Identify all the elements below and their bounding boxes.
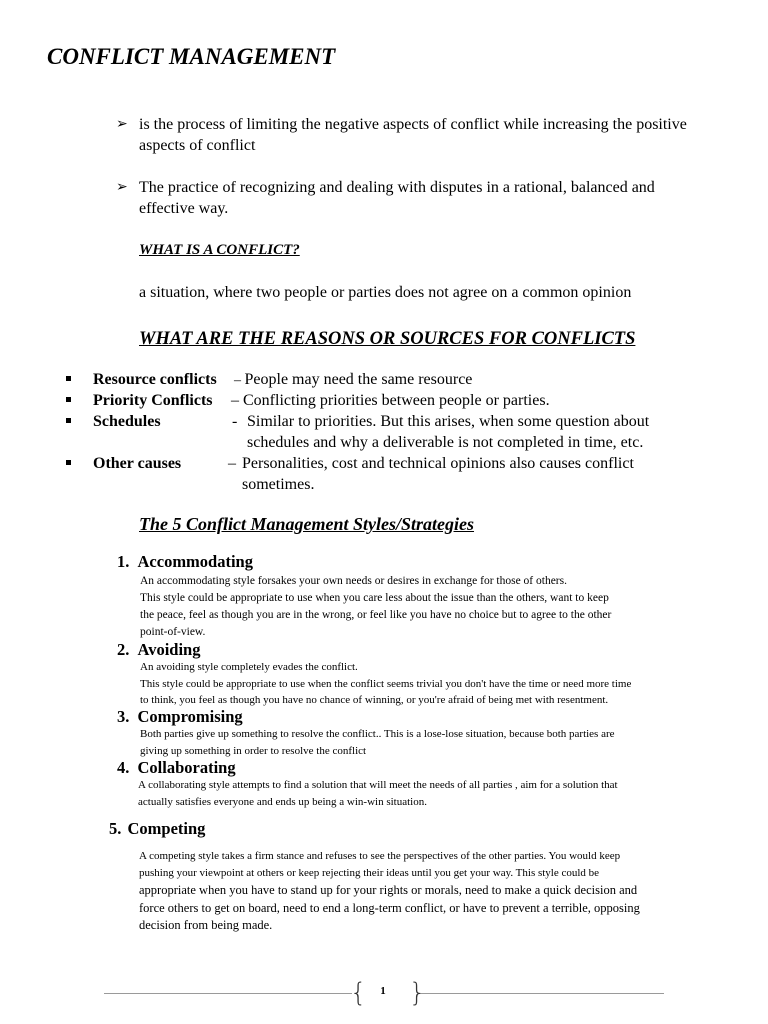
left-brace-icon: { — [350, 978, 367, 1008]
description-line: appropriate when you have to stand up for your rights or morals, need to make a quick decision and — [139, 883, 638, 897]
description-line: This style could be appropriate to use when you care less about the issue than the others, want to keep — [140, 592, 609, 604]
definition-text: is the process of limiting the negative aspects of conflict while increasing the positive aspects of conflict — [139, 116, 687, 154]
footer-rule-right — [418, 993, 664, 994]
style-number: 1. — [117, 552, 130, 571]
style-heading-compromising — [117, 707, 243, 727]
style-heading-collaborating — [117, 758, 236, 778]
reasons-heading: WHAT ARE THE REASONS OR SOURCES FOR CONFLICTS — [139, 329, 636, 349]
reason-separator: – — [231, 392, 243, 409]
style-heading-competing — [109, 819, 205, 839]
reason-term: Other causes — [93, 455, 182, 472]
page-title: CONFLICT MANAGEMENT — [47, 44, 336, 69]
reason-description-cont: sometimes. — [242, 476, 315, 493]
description-line: giving up something in order to resolve the conflict — [140, 744, 367, 757]
description-line: force others to get on board, need to end a long-term conflict, or have to prevent a terrible, opposing — [139, 900, 640, 915]
what-is-conflict-heading: WHAT IS A CONFLICT? — [139, 242, 300, 258]
arrow-bullet-icon: ➢ — [116, 117, 128, 132]
styles-heading: The 5 Conflict Management Styles/Strategies — [139, 514, 475, 534]
style-name: Compromising — [137, 707, 243, 726]
reason-separator: - — [232, 413, 238, 430]
page-number: 1 — [380, 985, 386, 997]
reason-description: Conflicting priorities between people or parties. — [243, 392, 550, 409]
reason-term: Priority Conflicts — [93, 392, 213, 409]
description-line: An accommodating style forsakes your own needs or desires in exchange for those of others. — [140, 575, 567, 587]
square-bullet-icon — [66, 397, 71, 402]
description-line: decision from being made. — [139, 918, 273, 932]
square-bullet-icon — [66, 376, 71, 381]
reason-item — [66, 453, 716, 495]
footer-rule-left — [104, 993, 352, 994]
reason-item — [66, 411, 716, 453]
reason-term: Schedules — [93, 413, 161, 430]
reason-item — [66, 369, 716, 390]
arrow-bullet-icon: ➢ — [116, 180, 128, 195]
reason-item — [66, 390, 716, 411]
style-description-collaborating — [138, 777, 738, 810]
description-line: pushing your viewpoint at others or keep rejecting their ideas until you get your way. This style could be — [139, 867, 600, 879]
style-number: 2. — [117, 640, 130, 659]
style-description-competing — [139, 848, 749, 935]
style-number: 5. — [109, 819, 122, 838]
description-line: Both parties give up something to resolve the conflict.. This is a lose-lose situation, because both parties are — [140, 728, 615, 740]
style-name: Avoiding — [137, 640, 201, 659]
style-name: Accommodating — [137, 552, 253, 571]
style-description-avoiding — [140, 659, 740, 709]
definition-text: The practice of recognizing and dealing with disputes in a rational, balanced and effective way. — [139, 179, 655, 217]
style-heading-accommodating — [117, 552, 253, 572]
description-line: A competing style takes a firm stance and refuses to see the perspectives of the other parties. You would keep — [139, 850, 621, 862]
style-description-accommodating — [140, 573, 740, 641]
style-description-compromising — [140, 726, 740, 759]
definition-item — [116, 114, 706, 158]
square-bullet-icon — [66, 460, 71, 465]
reason-term: Resource conflicts — [93, 371, 217, 388]
right-brace-icon: } — [409, 978, 426, 1008]
reason-description-cont: schedules and why a deliverable is not completed in time, etc. — [247, 434, 644, 451]
style-number: 3. — [117, 707, 130, 726]
description-line: This style could be appropriate to use when the conflict seems trivial you don't have the time or need more time — [140, 677, 632, 690]
description-line: the peace, feel as though you are in the wrong, or feel like you have no choice but to agree to the other — [140, 609, 612, 621]
description-line: A collaborating style attempts to find a solution that will meet the needs of all parties , aim for a solution that — [138, 779, 618, 791]
description-line: to think, you feel as though you have no chance of winning, or you're afraid of being met with resentment. — [140, 694, 609, 706]
square-bullet-icon — [66, 418, 71, 423]
description-line: point-of-view. — [140, 626, 206, 638]
style-name: Competing — [127, 819, 206, 838]
what-is-conflict-text: a situation, where two people or parties does not agree on a common opinion — [139, 284, 632, 301]
style-heading-avoiding — [117, 640, 200, 660]
reason-description: People may need the same resource — [244, 371, 473, 388]
reason-separator: – — [234, 373, 245, 388]
reason-description: Personalities, cost and technical opinions also causes conflict — [242, 455, 634, 472]
reason-separator: – — [228, 455, 236, 472]
description-line: actually satisfies everyone and ends up being a win-win situation. — [138, 795, 427, 808]
definition-item — [116, 177, 706, 221]
reason-description: Similar to priorities. But this arises, when some question about — [247, 413, 650, 430]
style-number: 4. — [117, 758, 130, 777]
style-name: Collaborating — [137, 758, 236, 777]
description-line: An avoiding style completely evades the conflict. — [140, 661, 358, 673]
